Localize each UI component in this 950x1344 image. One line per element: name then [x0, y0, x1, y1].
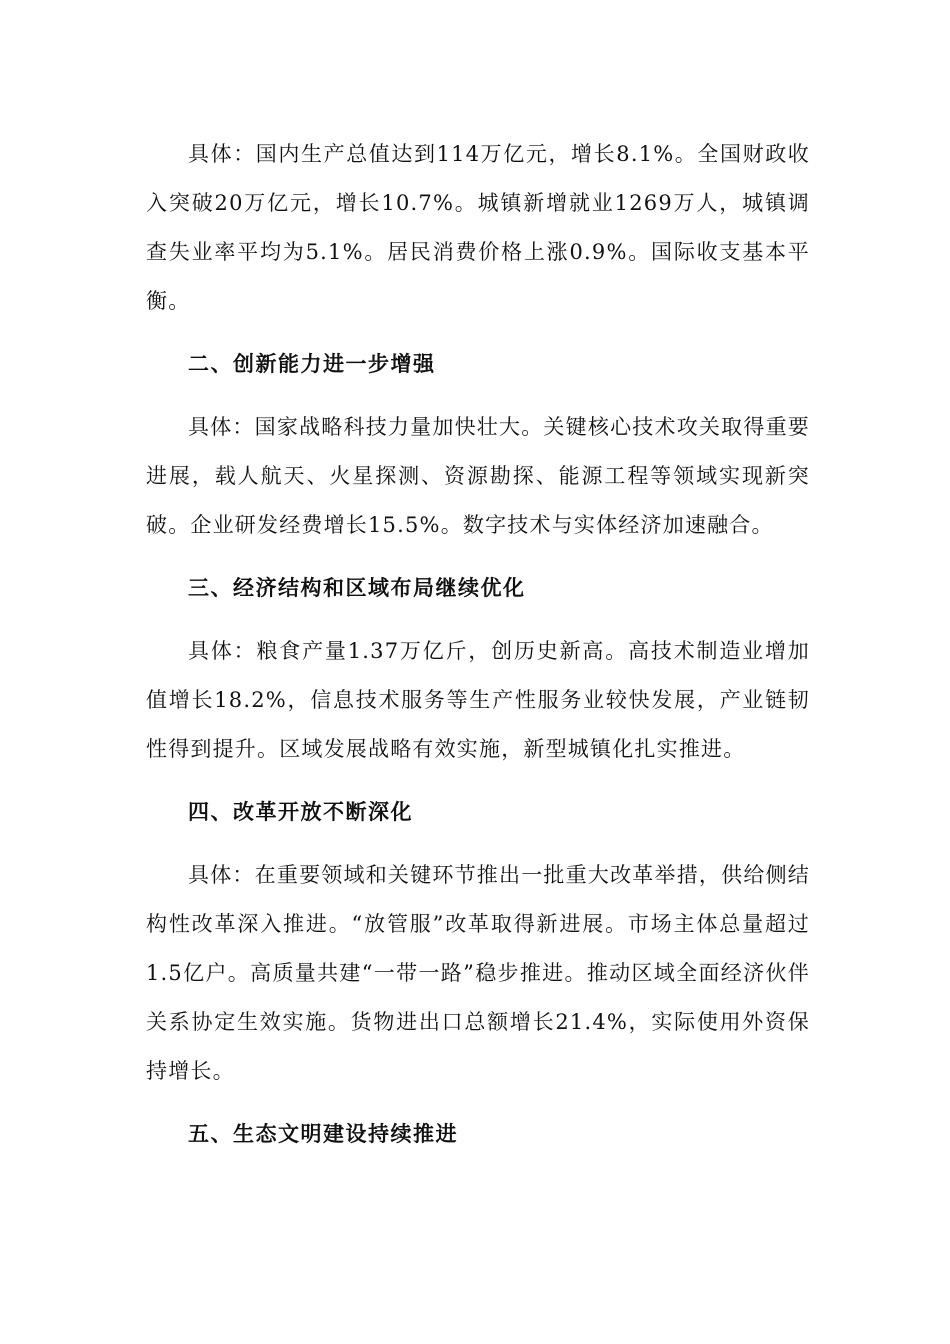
paragraph-structure-optimization: 具体：粮食产量1.37万亿斤，创历史新高。高技术制造业增加值增长18.2%，信息技术服务等生产性服务业较快发展，产业链韧性得到提升。区域发展战略有效实施，新型城镇化扎实推进。	[146, 639, 810, 761]
heading-structure-optimization: 三、经济结构和区域布局继续优化	[188, 576, 526, 600]
paragraph-reform-opening: 具体：在重要领域和关键环节推出一批重大改革举措，供给侧结构性改革深入推进。“放管服”改革取得新进展。市场主体总量超过1.5亿户。高质量共建“一带一路”稳步推进。推动区域全面经济伙伴关系协定生效实施。货物进出口总额增长21.4%，实际使用外资保持增长。	[146, 863, 810, 1083]
heading-innovation: 二、创新能力进一步增强	[188, 352, 436, 376]
heading-ecological-civilization: 五、生态文明建设持续推进	[188, 1122, 458, 1146]
heading-reform-opening: 四、改革开放不断深化	[188, 800, 413, 824]
paragraph-economy-summary: 具体：国内生产总值达到114万亿元，增长8.1%。全国财政收入突破20万亿元，增长10.7%。城镇新增就业1269万人，城镇调查失业率平均为5.1%。居民消费价格上涨0.9%。国际收支基本平衡。	[146, 142, 810, 313]
document-body	[146, 130, 810, 1159]
paragraph-innovation: 具体：国家战略科技力量加快壮大。关键核心技术攻关取得重要进展，载人航天、火星探测、资源勘探、能源工程等领域实现新突破。企业研发经费增长15.5%。数字技术与实体经济加速融合。	[146, 415, 810, 537]
